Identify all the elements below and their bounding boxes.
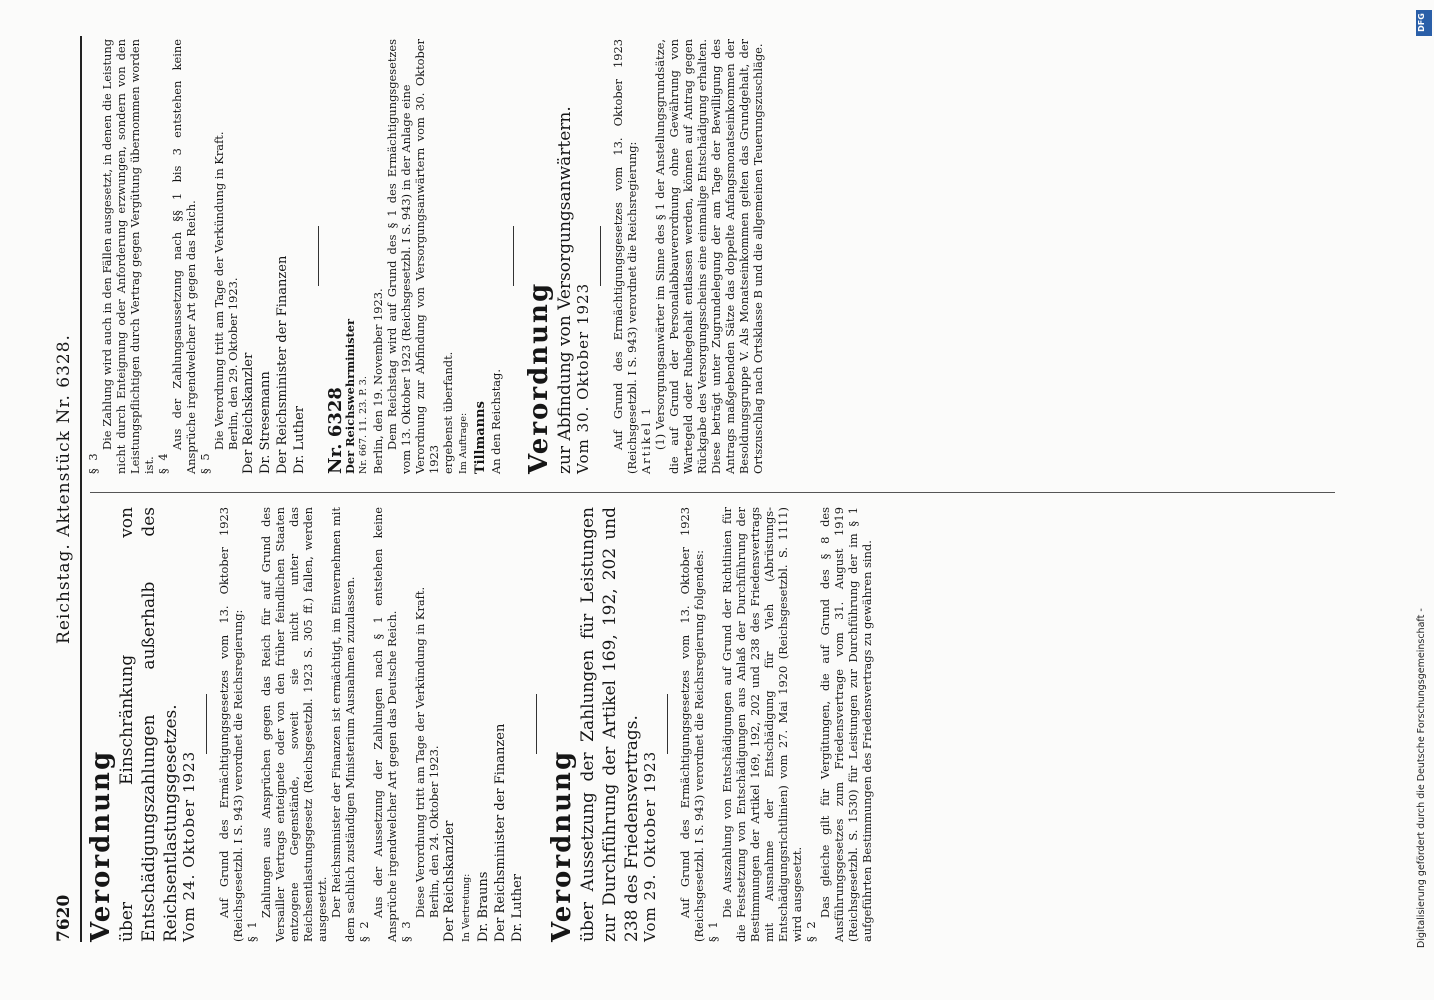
doc2-s2-label: § 2: [804, 919, 818, 942]
doc1-sig-name2: Dr. Luther: [510, 874, 525, 942]
doc2-sig-office2: Der Reichsminister der Finanzen: [275, 255, 290, 474]
doc2-s4-text: Aus der Zahlungsaussetzung nach §§ 1 bis 3 entstehen keine Ansprüche irgendwelcher Art gegen das Reich.: [170, 39, 198, 474]
doc1-s2-label: § 2: [357, 919, 371, 942]
doc2-s2-text: Das gleiche gilt für Vergütungen, die auf Grund des § 8 des Ausführungsgesetzes zum Friedensvertrage vom 31. August 1919 (Reichsgesetzbl. S. 1530) für Leistungen zur Durchführung der im § 1 aufgeführten Bestimmungen des Friedensvertrags zu gewähren sind.: [818, 507, 874, 942]
dfg-logo-text: DFG: [1416, 13, 1426, 32]
doc2-s5-text: Die Verordnung tritt am Tage der Verkündung in Kraft.: [212, 131, 226, 450]
doc4-subtitle: zur Abfindung von Versorgungsanwärtern.: [555, 106, 575, 474]
doc4-date: Vom 30. Oktober 1923: [574, 282, 592, 474]
doc1-sig-office1: Der Reichskanzler: [442, 820, 457, 942]
doc1-s3-label: § 3: [399, 919, 413, 942]
doc3-by-order: Im Auftrage:: [458, 412, 469, 474]
doc2-subtitle: über Aussetzung der Zahlungen für Leistungen zur Durchführung der Artikel 169, 192, 202 und 238 des Friedensvertrags.: [578, 507, 642, 942]
doc2-sig-office1: Der Reichskanzler: [241, 352, 256, 474]
doc4-rule: [600, 227, 601, 287]
doc2-date: Vom 29. Oktober 1923: [641, 750, 659, 942]
doc2-place-date: Berlin, den 29. Oktober 1923.: [226, 277, 240, 450]
doc1-s3-text: Diese Verordnung tritt am Tage der Verkündung in Kraft.: [413, 586, 427, 918]
dfg-logo-icon: [1416, 10, 1432, 36]
doc3-number: Nr. 6328: [325, 387, 346, 474]
doc3-closing: ergebenst überfandt.: [441, 351, 455, 474]
doc4-title: Verordnung: [524, 281, 554, 474]
rotated-page-content: [52, 36, 1342, 942]
doc4-preamble: Auf Grund des Ermächtigungsgesetzes vom 13. Oktober 1923 (Reichsgesetzbl. I S. 943) verordnet die Reichsregierung:: [611, 39, 639, 474]
page-header: [52, 36, 78, 942]
column-divider: [90, 492, 1335, 493]
doc3-title-ref: Verordnung zur Abfindung von Versorgungsanwärtern vom 30. Oktober 1923: [413, 39, 441, 474]
doc3-signer: Tillmanns: [473, 401, 488, 474]
header-rule: [80, 36, 82, 942]
doc4-art-label: Artikel 1: [639, 405, 653, 474]
doc2-s3-text: Die Zahlung wird auch in den Fällen ausgesetzt, in denen die Leistung nicht durch Enteignung oder Anforderung erzwungen, sondern von den Leistungspflichtigen durch Vertrag gegen Vergütung übernommen worden ist.: [100, 39, 156, 474]
doc1-s1-text-a: Zahlungen aus Ansprüchen gegen das Reich für auf Grund des Versailler Vertrags enteignete oder von den früher feindlichen Staaten entzogene Gegenstände, soweit sie nicht unter das Reichsentlastungsgesetz (Reichsgesetzbl. 1923 S. 305 ff.) fallen, werden ausgesetzt.: [259, 507, 329, 942]
doc3-end-rule: [513, 227, 514, 287]
doc3-place-date: Berlin, den 19. November 1923.: [371, 288, 385, 474]
doc2-sig-name1: Dr. Stresemann: [258, 371, 273, 474]
doc1-sig-name1: Dr. Brauns: [476, 871, 491, 942]
doc1-preamble: Auf Grund des Ermächtigungsgesetzes vom 13. Oktober 1923 (Reichsgesetzbl. I S. 943) verordnet die Reichsregierung:: [217, 507, 245, 942]
doc1-end-rule: [536, 695, 537, 755]
doc3-body: Dem Reichstag wird auf Grund des § 1 des Ermächtigungsgesetzes vom 13. Oktober 1923 (Reichsgesetzbl. I S. 943) in der Anlage eine: [385, 39, 413, 474]
doc1-title: Verordnung: [86, 749, 116, 942]
running-head: Reichstag. Aktenstück Nr. 6328.: [54, 334, 74, 644]
left-column: [86, 507, 874, 942]
doc2-sig-name2: Dr. Luther: [292, 406, 307, 474]
doc1-rule: [206, 695, 207, 755]
doc2-title: Verordnung: [547, 749, 577, 942]
doc2-s4-label: § 4: [156, 451, 170, 474]
doc2-s3-label: § 3: [86, 451, 100, 474]
doc1-place-date: Berlin, den 24. Oktober 1923.: [427, 745, 441, 918]
doc3-recipient: An den Reichstag.: [489, 369, 503, 474]
right-column: [86, 39, 765, 474]
doc2-s5-label: § 5: [198, 451, 212, 474]
doc1-sig-office2: Der Reichsminister der Finanzen: [493, 723, 508, 942]
doc1-s2-text: Aus der Aussetzung der Zahlungen nach § 1 entstehen keine Ansprüche irgendwelcher Art gegen das Deutsche Reich.: [371, 507, 399, 942]
doc2-s1-label: § 1: [706, 919, 720, 942]
doc1-subtitle: über Einschränkung von Entschädigungszahlungen außerhalb des Reichsentlastungsgesetzes.: [117, 507, 181, 942]
doc3-reference: Nr. 667. 11. 23. P. 3.: [358, 376, 369, 474]
doc1-s1-text-b: Der Reichsminister der Finanzen ist ermächtigt, im Einvernehmen mit dem sachlich zuständigen Ministerium Ausnahmen zuzulassen.: [329, 507, 357, 942]
doc2-rule: [667, 695, 668, 755]
doc2-s1-text: Die Auszahlung von Entschädigungen auf Grund der Richtlinien für die Festsetzung von Entschädigungen aus Anlaß der Durchführung der Bestimmungen der Artikel 169, 192, 202 und 238 des Friedensvertrags mit Ausnahme der Entschädigung für Vieh (Abrüstungs-Entschädigungsrichtlinien) vom 27. Mai 1920 (Reichsgesetzbl. S. 1111) wird ausgesetzt.: [720, 507, 804, 942]
doc4-art-text: (1) Versorgungsanwärter im Sinne des § 1 der Anstellungsgrundsätze, die auf Grund der Personalabbauverordnung ohne Gewährung von Wartegeld oder Ruhegehalt entlassen werden, können auf Antrag gegen Rückgabe des Versorgungsscheins eine einmalige Entschädigung erhalten. Diese beträgt unter Zugrundelegung der am Tage der Bewilligung des Antrags maßgebenden Sätze das doppelte Anfangsmonatseinkommen der Besoldungsgruppe V. Als Monatseinkommen gelten das Grundgehalt, der Ortszuschlag nach Ortsklasse B und die allgemeinen Teuerungszuschläge.: [653, 39, 765, 474]
doc2-end-rule: [318, 227, 319, 287]
doc2-preamble: Auf Grund des Ermächtigungsgesetzes vom 13. Oktober 1923 (Reichsgesetzbl. I S. 943) verordnet die Reichsregierung folgendes:: [678, 507, 706, 942]
page-number: 7620: [54, 894, 74, 942]
doc1-sig-deputy: In Vertretung:: [461, 873, 472, 942]
doc1-s1-label: § 1: [245, 919, 259, 942]
doc3-sender: Der Reichswehrminister: [343, 318, 357, 474]
doc1-date: Vom 24. Oktober 1923: [180, 750, 198, 942]
digitization-note: Digitalisierung gefördert durch die Deutsche Forschungsgemeinschaft -: [1416, 608, 1427, 948]
